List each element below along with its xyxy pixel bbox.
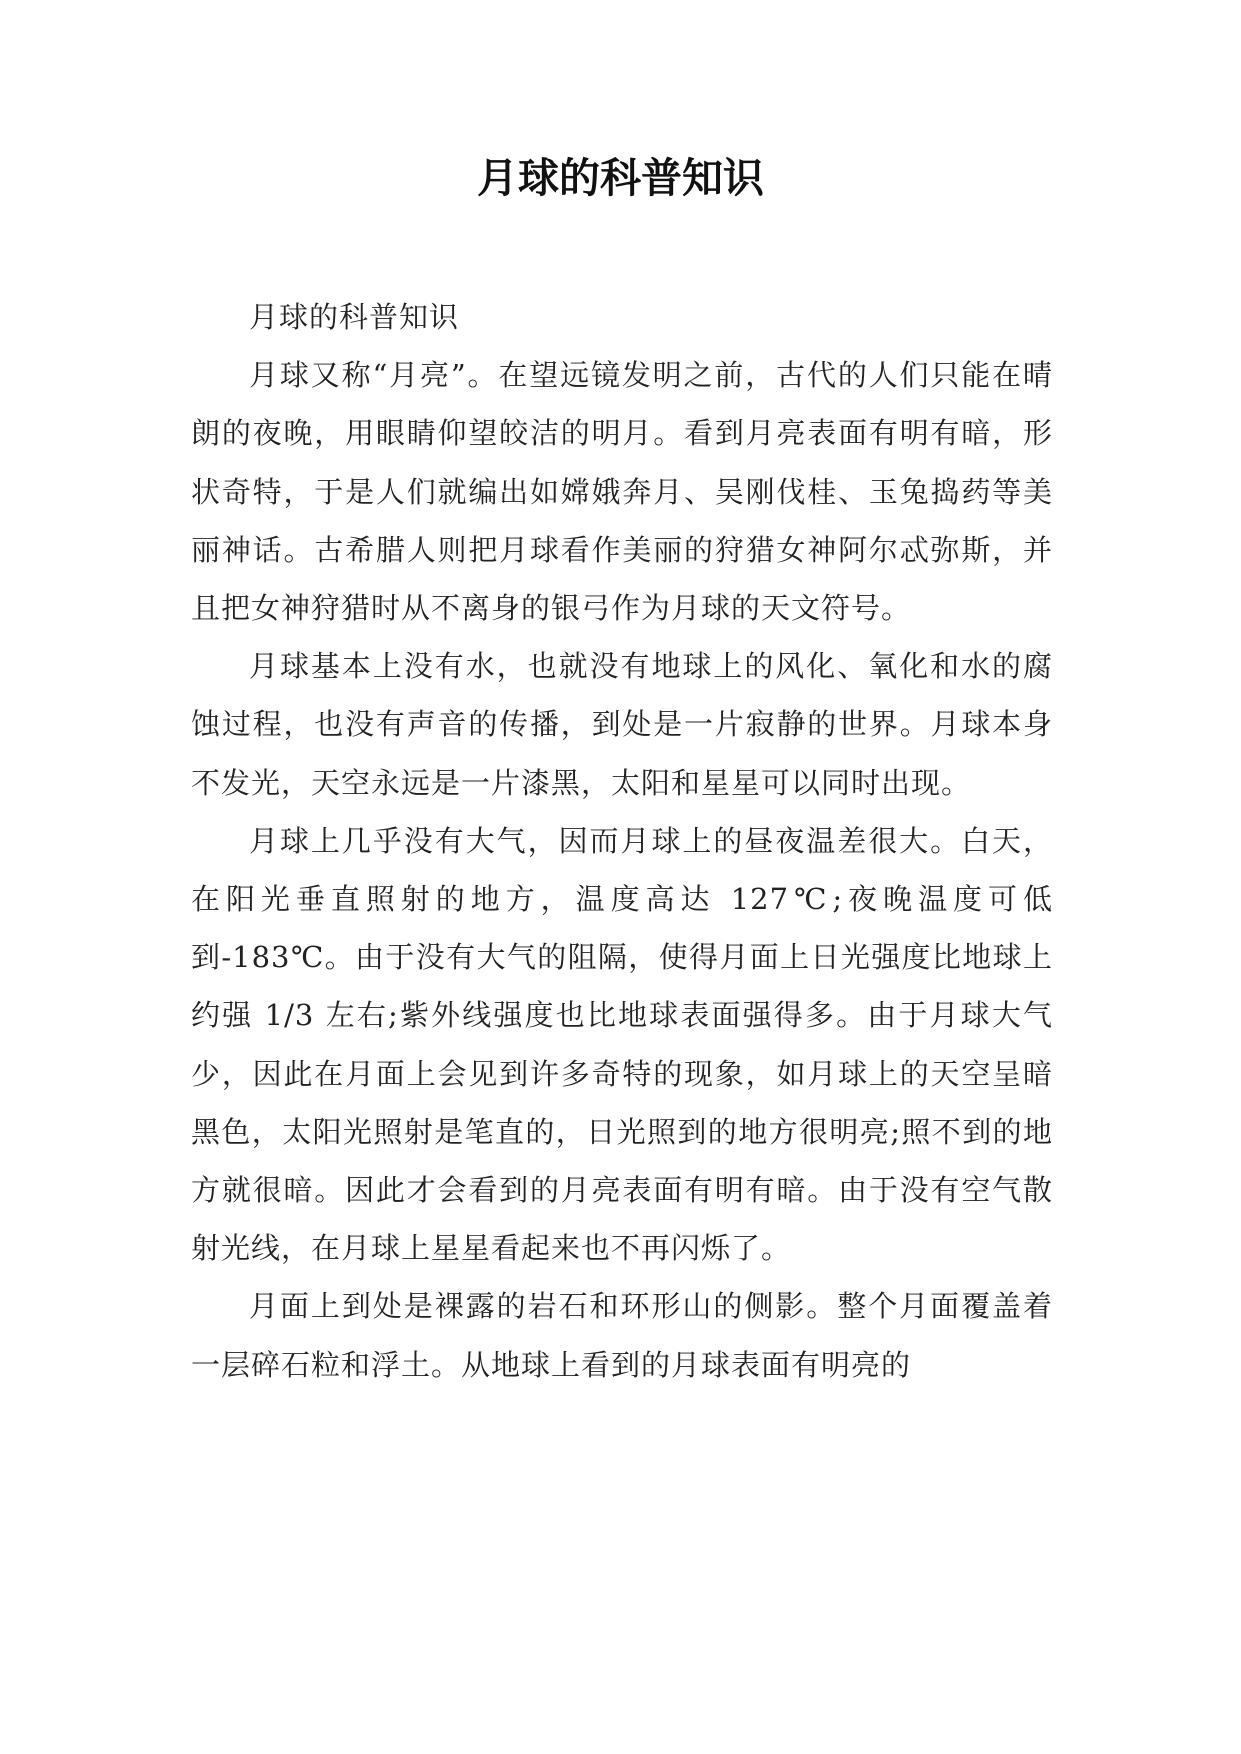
paragraph-moon-name: 月球又称“月亮”。在望远镜发明之前，古代的人们只能在晴朗的夜晚，用眼睛仰望皎洁的明月。看到月亮表面有明有暗，形状奇特，于是人们就编出如嫦娥奔月、吴刚伐桂、玉兔捣药等美丽神话。古希腊人则把月球看作美丽的狩猎女神阿尔忒弥斯，并且把女神狩猎时从不离身的银弓作为月球的天文符号。 — [191, 358, 1053, 626]
paragraph-subtitle: 月球的科普知识 — [249, 300, 460, 334]
document-body — [191, 288, 1053, 1394]
paragraph-surface: 月面上到处是裸露的岩石和环形山的侧影。整个月面覆盖着一层碎石粒和浮土。从地球上看到的月球表面有明亮的 — [191, 1289, 1053, 1382]
paragraph-no-water: 月球基本上没有水，也就没有地球上的风化、氧化和水的腐蚀过程，也没有声音的传播，到处是一片寂静的世界。月球本身不发光，天空永远是一片漆黑，太阳和星星可以同时出现。 — [191, 649, 1053, 800]
document-title: 月球的科普知识 — [477, 154, 764, 202]
paragraph-atmosphere: 月球上几乎没有大气，因而月球上的昼夜温差很大。白天，在阳光垂直照射的地方，温度高达 127℃;夜晚温度可低到-183℃。由于没有大气的阻隔，使得月面上日光强度比地球上约强 1/3 左右;紫外线强度也比地球表面强得多。由于月球大气少，因此在月面上会见到许多奇特的现象，如月球上的天空呈暗黑色，太阳光照射是笔直的，日光照到的地方很明亮;照不到的地方就很暗。因此才会看到的月亮表面有明有暗。由于没有空气散射光线，在月球上星星看起来也不再闪烁了。 — [191, 823, 1053, 1266]
